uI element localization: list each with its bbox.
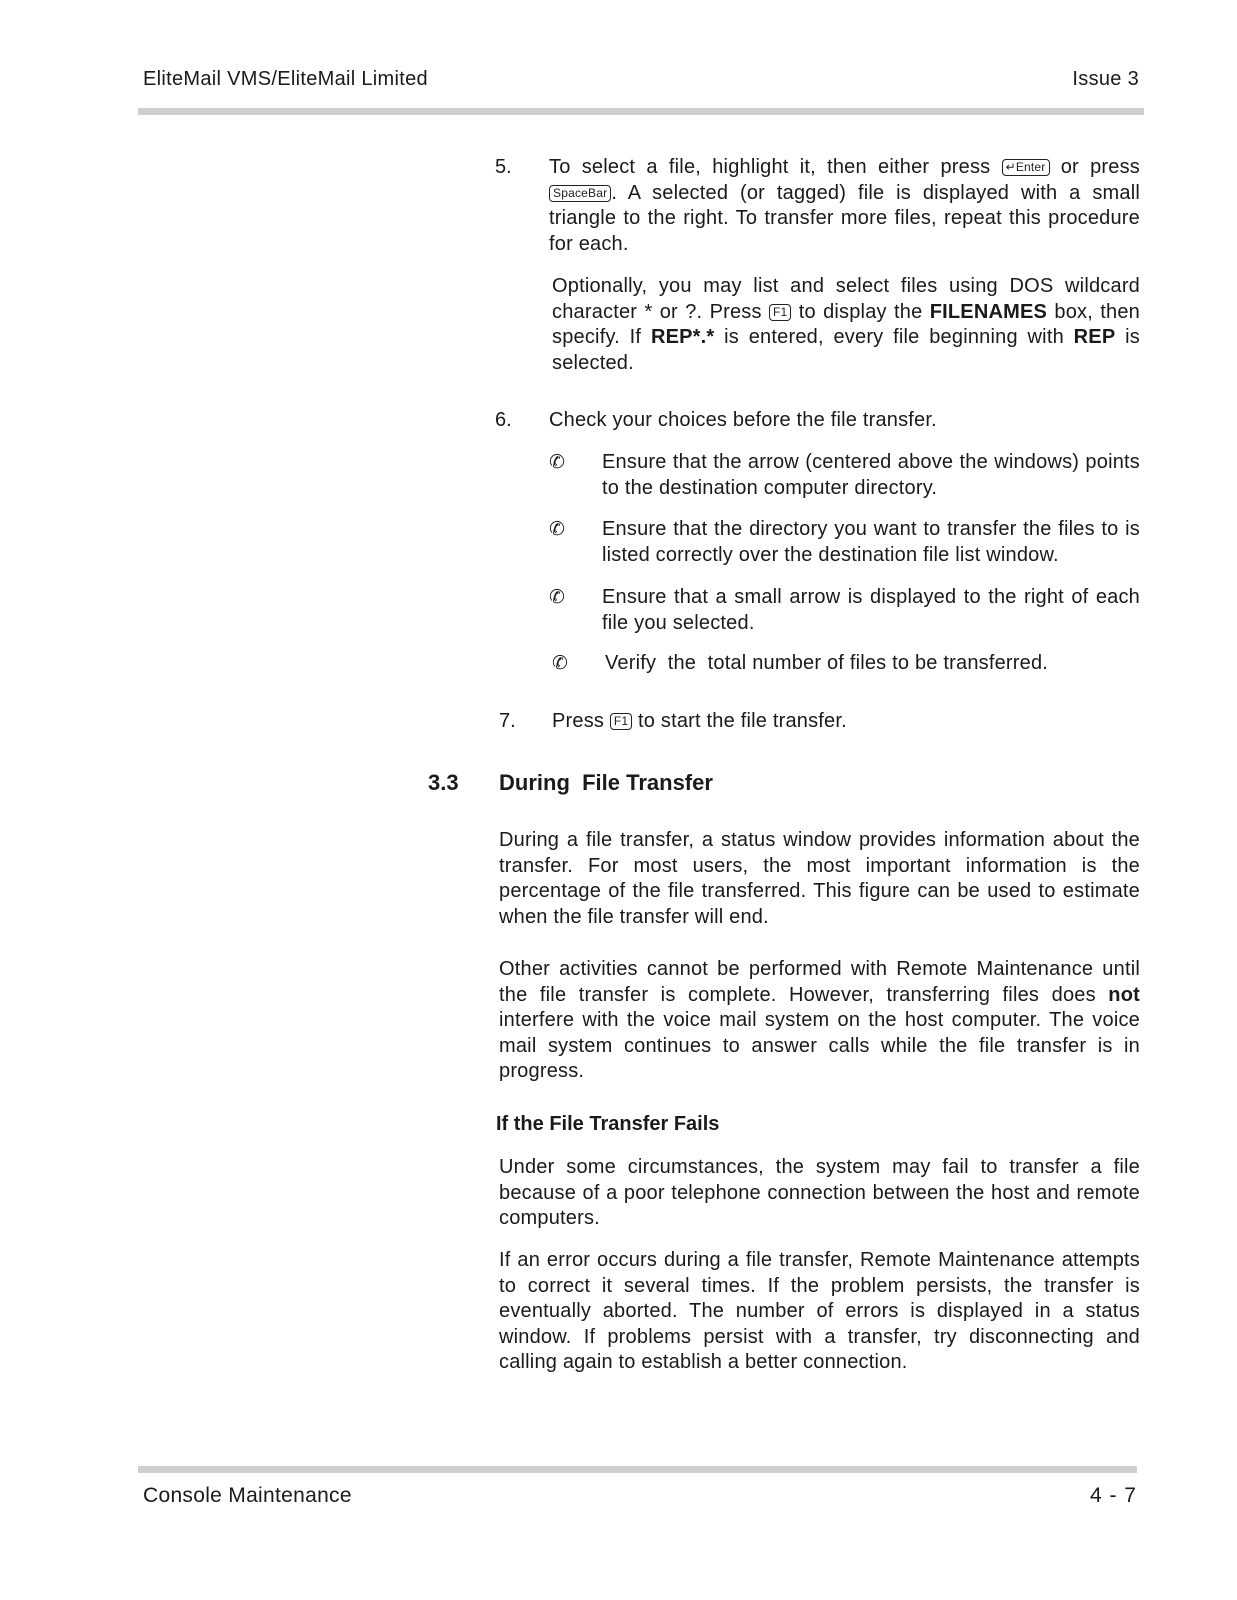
step-7-text: Press F1 to start the file transfer. (552, 710, 847, 732)
section-para-3: Under some circumstances, the system may fail to transfer a file because of a poor telephone connection between the host and remote computers. (499, 1156, 1140, 1229)
bullet-item: Verify the total number of files to be transferred. (605, 652, 1049, 674)
section-number: 3.3 (428, 770, 459, 795)
page-number: 4 - 7 (1089, 1484, 1137, 1507)
bullet-item: Ensure that a small arrow is displayed to the right of each file you selected. (602, 586, 1140, 634)
step-5-text: To select a file, highlight it, then either press ↵Enter or press SpaceBar . A selected (or tagged) file is displayed with a small triangle to the right. To transfer more files, repeat this procedure for each. (549, 156, 1140, 255)
section-para-4: If an error occurs during a file transfer, Remote Maintenance attempts to correct it several times. If the problem persists, the transfer is eventually aborted. The number of errors is displayed in a status window. If problems persist with a transfer, try disconnecting and calling again to establish a better connection. (499, 1249, 1140, 1373)
footer-rule (138, 1466, 1137, 1473)
spacebar-key-icon: SpaceBar (549, 185, 611, 202)
step-6-text: Check your choices before the file transfer. (549, 409, 937, 431)
header-rule (138, 108, 1144, 115)
f1-key-icon: F1 (769, 304, 791, 321)
footer-title: Console Maintenance (143, 1484, 352, 1507)
header-title: EliteMail VMS/EliteMail Limited (143, 68, 428, 90)
phone-bullet-icon: ✆ (549, 452, 565, 473)
step-5-optional-note: Optionally, you may list and select files using DOS wildcard character * or ?. Press F1 to display the FILENAMES box, then specify. If REP*.* is entered, every file beginning with REP is selected. (552, 275, 1140, 374)
step-7-number: 7. (499, 710, 516, 732)
step-6-number: 6. (495, 409, 512, 431)
section-para-2: Other activities cannot be performed with Remote Maintenance until the file transfer is complete. However, transferring files does not interfere with the voice mail system on the host computer. The voice mail system continues to answer calls while the file transfer is in progress. (499, 958, 1140, 1082)
bullet-item: Ensure that the arrow (centered above the windows) points to the destination computer directory. (602, 451, 1140, 499)
step-5-number: 5. (495, 156, 512, 178)
phone-bullet-icon: ✆ (549, 587, 565, 608)
section-para-1: During a file transfer, a status window provides information about the transfer. For most users, the most important information is the percentage of the file transferred. This figure can be used to estimate when the file transfer will end. (499, 829, 1140, 928)
phone-bullet-icon: ✆ (549, 519, 565, 540)
phone-bullet-icon: ✆ (552, 653, 568, 674)
f1-key-icon: F1 (610, 713, 632, 730)
enter-key-icon: ↵Enter (1002, 159, 1050, 176)
bullet-item: Ensure that the directory you want to transfer the files to is listed correctly over the destination file list window. (602, 518, 1140, 566)
header-issue: Issue 3 (1072, 68, 1139, 90)
section-title: During File Transfer (499, 770, 713, 795)
subheading: If the File Transfer Fails (496, 1113, 720, 1135)
